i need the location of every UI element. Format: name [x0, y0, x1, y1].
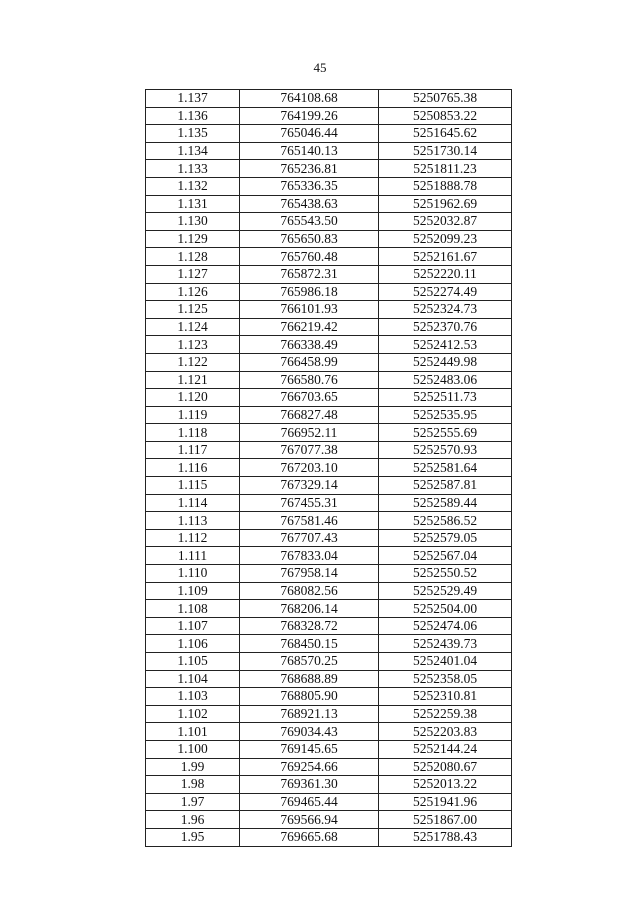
point-id-cell: 1.101: [146, 723, 240, 741]
coordinates-table: [145, 89, 512, 847]
y-coordinate-cell: 5252535.95: [379, 406, 512, 424]
x-coordinate-cell: 769254.66: [240, 758, 379, 776]
x-coordinate-cell: 765140.13: [240, 142, 379, 160]
point-id-cell: 1.133: [146, 160, 240, 178]
y-coordinate-cell: 5252370.76: [379, 318, 512, 336]
x-coordinate-cell: 769361.30: [240, 776, 379, 794]
y-coordinate-cell: 5252449.98: [379, 353, 512, 371]
x-coordinate-cell: 765046.44: [240, 125, 379, 143]
x-coordinate-cell: 766458.99: [240, 353, 379, 371]
table-row: [146, 635, 512, 653]
point-id-cell: 1.113: [146, 512, 240, 530]
y-coordinate-cell: 5252483.06: [379, 371, 512, 389]
x-coordinate-cell: 769145.65: [240, 740, 379, 758]
y-coordinate-cell: 5252511.73: [379, 389, 512, 407]
table-row: [146, 441, 512, 459]
y-coordinate-cell: 5251788.43: [379, 828, 512, 846]
point-id-cell: 1.99: [146, 758, 240, 776]
y-coordinate-cell: 5252581.64: [379, 459, 512, 477]
point-id-cell: 1.107: [146, 617, 240, 635]
table-row: [146, 529, 512, 547]
y-coordinate-cell: 5252555.69: [379, 424, 512, 442]
point-id-cell: 1.121: [146, 371, 240, 389]
point-id-cell: 1.105: [146, 653, 240, 671]
x-coordinate-cell: 767329.14: [240, 477, 379, 495]
table-row: [146, 740, 512, 758]
x-coordinate-cell: 765760.48: [240, 248, 379, 266]
y-coordinate-cell: 5252586.52: [379, 512, 512, 530]
point-id-cell: 1.95: [146, 828, 240, 846]
x-coordinate-cell: 766338.49: [240, 336, 379, 354]
x-coordinate-cell: 767203.10: [240, 459, 379, 477]
table-row: [146, 776, 512, 794]
table-row: [146, 318, 512, 336]
table-row: [146, 195, 512, 213]
y-coordinate-cell: 5252412.53: [379, 336, 512, 354]
table-row: [146, 424, 512, 442]
point-id-cell: 1.126: [146, 283, 240, 301]
table-row: [146, 688, 512, 706]
y-coordinate-cell: 5252032.87: [379, 213, 512, 231]
x-coordinate-cell: 765872.31: [240, 265, 379, 283]
y-coordinate-cell: 5250765.38: [379, 90, 512, 108]
y-coordinate-cell: 5252474.06: [379, 617, 512, 635]
table-row: [146, 477, 512, 495]
x-coordinate-cell: 768082.56: [240, 582, 379, 600]
y-coordinate-cell: 5252589.44: [379, 494, 512, 512]
point-id-cell: 1.114: [146, 494, 240, 512]
table-row: [146, 811, 512, 829]
y-coordinate-cell: 5252099.23: [379, 230, 512, 248]
table-row: [146, 617, 512, 635]
y-coordinate-cell: 5252324.73: [379, 301, 512, 319]
x-coordinate-cell: 767581.46: [240, 512, 379, 530]
table-row: [146, 301, 512, 319]
x-coordinate-cell: 766219.42: [240, 318, 379, 336]
x-coordinate-cell: 767958.14: [240, 565, 379, 583]
point-id-cell: 1.124: [146, 318, 240, 336]
table-row: [146, 213, 512, 231]
x-coordinate-cell: 764199.26: [240, 107, 379, 125]
table-row: [146, 600, 512, 618]
x-coordinate-cell: 768805.90: [240, 688, 379, 706]
table-row: [146, 336, 512, 354]
y-coordinate-cell: 5251962.69: [379, 195, 512, 213]
table-row: [146, 265, 512, 283]
x-coordinate-cell: 765986.18: [240, 283, 379, 301]
x-coordinate-cell: 769034.43: [240, 723, 379, 741]
y-coordinate-cell: 5252220.11: [379, 265, 512, 283]
table-row: [146, 512, 512, 530]
point-id-cell: 1.125: [146, 301, 240, 319]
point-id-cell: 1.117: [146, 441, 240, 459]
point-id-cell: 1.122: [146, 353, 240, 371]
x-coordinate-cell: 769665.68: [240, 828, 379, 846]
point-id-cell: 1.136: [146, 107, 240, 125]
y-coordinate-cell: 5252358.05: [379, 670, 512, 688]
table-row: [146, 283, 512, 301]
x-coordinate-cell: 766703.65: [240, 389, 379, 407]
table-row: [146, 142, 512, 160]
point-id-cell: 1.103: [146, 688, 240, 706]
x-coordinate-cell: 768688.89: [240, 670, 379, 688]
y-coordinate-cell: 5251941.96: [379, 793, 512, 811]
x-coordinate-cell: 765336.35: [240, 177, 379, 195]
table-row: [146, 547, 512, 565]
y-coordinate-cell: 5251811.23: [379, 160, 512, 178]
y-coordinate-cell: 5252587.81: [379, 477, 512, 495]
y-coordinate-cell: 5252080.67: [379, 758, 512, 776]
x-coordinate-cell: 767707.43: [240, 529, 379, 547]
table-row: [146, 353, 512, 371]
table-row: [146, 828, 512, 846]
table-row: [146, 406, 512, 424]
point-id-cell: 1.108: [146, 600, 240, 618]
y-coordinate-cell: 5251730.14: [379, 142, 512, 160]
point-id-cell: 1.130: [146, 213, 240, 231]
y-coordinate-cell: 5252310.81: [379, 688, 512, 706]
table-row: [146, 723, 512, 741]
point-id-cell: 1.111: [146, 547, 240, 565]
table-row: [146, 248, 512, 266]
x-coordinate-cell: 766580.76: [240, 371, 379, 389]
x-coordinate-cell: 765438.63: [240, 195, 379, 213]
y-coordinate-cell: 5252567.04: [379, 547, 512, 565]
y-coordinate-cell: 5251645.62: [379, 125, 512, 143]
point-id-cell: 1.129: [146, 230, 240, 248]
x-coordinate-cell: 768206.14: [240, 600, 379, 618]
y-coordinate-cell: 5252203.83: [379, 723, 512, 741]
point-id-cell: 1.96: [146, 811, 240, 829]
point-id-cell: 1.116: [146, 459, 240, 477]
table-row: [146, 670, 512, 688]
point-id-cell: 1.110: [146, 565, 240, 583]
y-coordinate-cell: 5252570.93: [379, 441, 512, 459]
y-coordinate-cell: 5252504.00: [379, 600, 512, 618]
point-id-cell: 1.134: [146, 142, 240, 160]
point-id-cell: 1.131: [146, 195, 240, 213]
point-id-cell: 1.118: [146, 424, 240, 442]
table-row: [146, 371, 512, 389]
y-coordinate-cell: 5252161.67: [379, 248, 512, 266]
x-coordinate-cell: 764108.68: [240, 90, 379, 108]
point-id-cell: 1.137: [146, 90, 240, 108]
table-row: [146, 653, 512, 671]
point-id-cell: 1.98: [146, 776, 240, 794]
point-id-cell: 1.120: [146, 389, 240, 407]
table-row: [146, 160, 512, 178]
x-coordinate-cell: 766827.48: [240, 406, 379, 424]
point-id-cell: 1.115: [146, 477, 240, 495]
table-row: [146, 90, 512, 108]
y-coordinate-cell: 5252529.49: [379, 582, 512, 600]
table-row: [146, 758, 512, 776]
table-row: [146, 230, 512, 248]
x-coordinate-cell: 767455.31: [240, 494, 379, 512]
point-id-cell: 1.97: [146, 793, 240, 811]
page-number: 45: [313, 60, 327, 75]
table-row: [146, 793, 512, 811]
point-id-cell: 1.132: [146, 177, 240, 195]
x-coordinate-cell: 765236.81: [240, 160, 379, 178]
x-coordinate-cell: 766952.11: [240, 424, 379, 442]
point-id-cell: 1.106: [146, 635, 240, 653]
point-id-cell: 1.100: [146, 740, 240, 758]
y-coordinate-cell: 5252144.24: [379, 740, 512, 758]
x-coordinate-cell: 767077.38: [240, 441, 379, 459]
point-id-cell: 1.128: [146, 248, 240, 266]
table-row: [146, 705, 512, 723]
x-coordinate-cell: 768328.72: [240, 617, 379, 635]
x-coordinate-cell: 768450.15: [240, 635, 379, 653]
point-id-cell: 1.104: [146, 670, 240, 688]
point-id-cell: 1.109: [146, 582, 240, 600]
table-row: [146, 389, 512, 407]
table-row: [146, 107, 512, 125]
y-coordinate-cell: 5252013.22: [379, 776, 512, 794]
point-id-cell: 1.102: [146, 705, 240, 723]
table-row: [146, 494, 512, 512]
x-coordinate-cell: 769566.94: [240, 811, 379, 829]
y-coordinate-cell: 5252274.49: [379, 283, 512, 301]
y-coordinate-cell: 5252579.05: [379, 529, 512, 547]
table-row: [146, 582, 512, 600]
x-coordinate-cell: 767833.04: [240, 547, 379, 565]
x-coordinate-cell: 768921.13: [240, 705, 379, 723]
x-coordinate-cell: 766101.93: [240, 301, 379, 319]
table-row: [146, 125, 512, 143]
coordinates-table-body: [146, 90, 512, 847]
x-coordinate-cell: 765543.50: [240, 213, 379, 231]
y-coordinate-cell: 5251888.78: [379, 177, 512, 195]
x-coordinate-cell: 769465.44: [240, 793, 379, 811]
point-id-cell: 1.135: [146, 125, 240, 143]
table-row: [146, 177, 512, 195]
point-id-cell: 1.119: [146, 406, 240, 424]
point-id-cell: 1.123: [146, 336, 240, 354]
y-coordinate-cell: 5252439.73: [379, 635, 512, 653]
table-row: [146, 565, 512, 583]
point-id-cell: 1.127: [146, 265, 240, 283]
y-coordinate-cell: 5252401.04: [379, 653, 512, 671]
table-row: [146, 459, 512, 477]
x-coordinate-cell: 768570.25: [240, 653, 379, 671]
y-coordinate-cell: 5252550.52: [379, 565, 512, 583]
y-coordinate-cell: 5250853.22: [379, 107, 512, 125]
point-id-cell: 1.112: [146, 529, 240, 547]
y-coordinate-cell: 5252259.38: [379, 705, 512, 723]
x-coordinate-cell: 765650.83: [240, 230, 379, 248]
y-coordinate-cell: 5251867.00: [379, 811, 512, 829]
